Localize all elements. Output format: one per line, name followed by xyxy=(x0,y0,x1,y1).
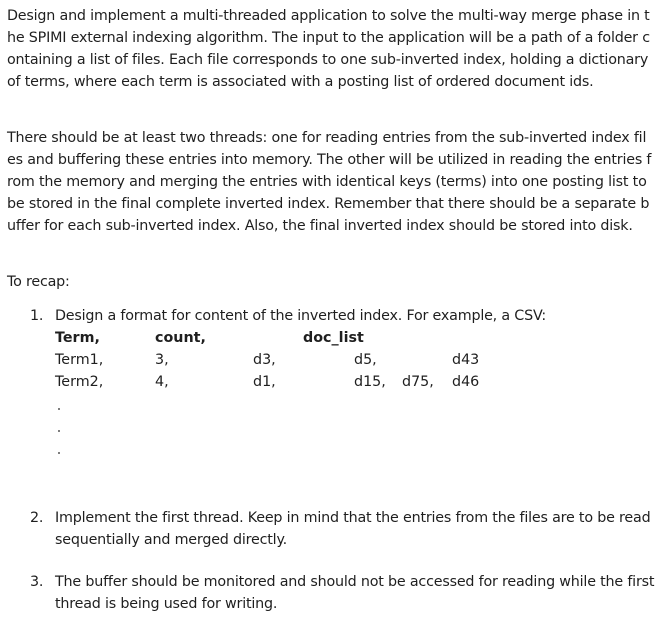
list-text: Design a format for content of the inverted index. For example, a CSV: xyxy=(55,308,546,324)
recap-label: To recap: xyxy=(7,274,70,290)
csv-cell-doc: d5, xyxy=(354,352,377,368)
list-text: The buffer should be monitored and should not be accessed for reading while the first thread is being used for writing. xyxy=(55,574,655,612)
csv-cell-count: 3, xyxy=(155,352,169,368)
csv-cell-count: 4, xyxy=(155,374,169,390)
csv-cell-doc: d43 xyxy=(452,352,480,368)
csv-header-doc-list: doc_list xyxy=(303,330,364,346)
csv-cell-term: Term1, xyxy=(55,352,104,368)
list-text: Implement the first thread. Keep in mind that the entries from the files are to be read sequentially and merged directly. xyxy=(55,510,651,548)
ellipsis-dot xyxy=(58,408,60,410)
ellipsis-dot xyxy=(58,452,60,454)
csv-cell-doc: d15, xyxy=(354,374,386,390)
ellipsis-dot xyxy=(58,430,60,432)
list-number: 1. xyxy=(30,308,44,324)
csv-cell-doc: d1, xyxy=(253,374,276,390)
csv-cell-doc: d75, xyxy=(402,374,434,390)
list-number: 3. xyxy=(30,574,44,590)
csv-cell-term: Term2, xyxy=(55,374,104,390)
list-number: 2. xyxy=(30,510,44,526)
csv-cell-doc: d3, xyxy=(253,352,276,368)
csv-cell-doc: d46 xyxy=(452,374,480,390)
csv-header-count: count, xyxy=(155,330,206,346)
threads-paragraph: There should be at least two threads: one for reading entries from the sub-inverted index files and buffering these entries into memory. The other will be utilized in reading the entries from the memory and merging the entries with identical keys (terms) into one posting list to be stored in the final complete inverted index. Remember that there should be a separate buffer for each sub-inverted index. Also, the final inverted index should be stored into disk. xyxy=(7,130,652,234)
csv-header-term: Term, xyxy=(55,330,100,346)
intro-paragraph: Design and implement a multi-threaded application to solve the multi-way merge phase in the SPIMI external indexing algorithm. The input to the application will be a path of a folder containing a list of files. Each file corresponds to one sub-inverted index, holding a dictionary of terms, where each term is associated with a posting list of ordered document ids. xyxy=(7,8,650,90)
